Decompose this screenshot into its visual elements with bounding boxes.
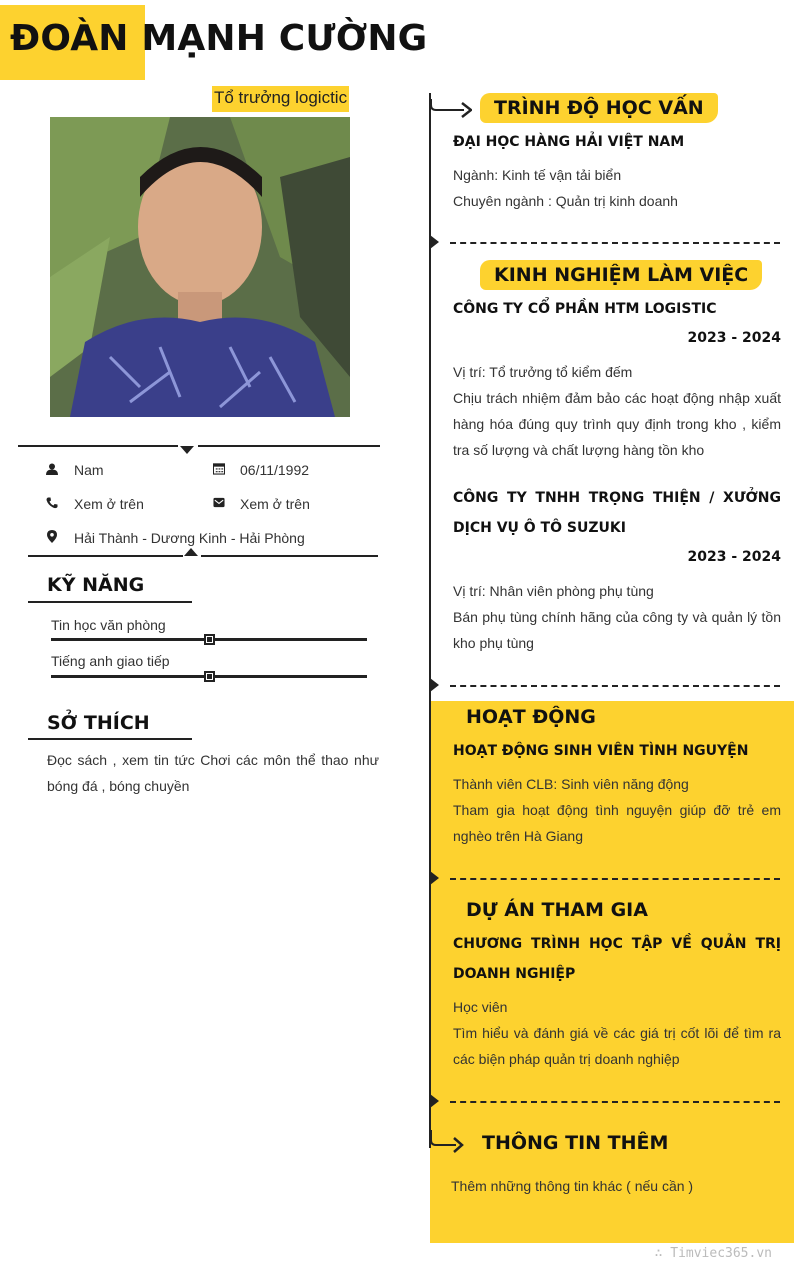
email-value: Xem ở trên (240, 496, 310, 512)
hobbies-text: Đọc sách , xem tin tức Chơi các môn thể thao như bóng đá , bóng chuyền (47, 752, 379, 794)
job-period: 2023 - 2024 (687, 549, 781, 565)
skill-level-marker (204, 671, 215, 682)
job-position: Vị trí: Nhân viên phòng phụ tùng (453, 583, 654, 599)
hobbies-title: SỞ THÍCH (47, 712, 150, 734)
timeline-marker (430, 1094, 439, 1108)
arrow-right-icon (430, 99, 472, 126)
activities-title: HOẠT ĐỘNG (466, 706, 596, 728)
hobbies-title-underline (28, 738, 192, 740)
education-specialization: Chuyên ngành : Quản trị kinh doanh (453, 193, 678, 209)
education-school: ĐẠI HỌC HÀNG HẢI VIỆT NAM (453, 134, 685, 150)
job-position: Vị trí: Tổ trưởng tổ kiểm đếm (453, 364, 633, 380)
divider (28, 555, 183, 557)
section-divider (450, 242, 780, 244)
section-divider (450, 878, 780, 880)
divider-marker (180, 446, 194, 454)
project-description: Tìm hiểu và đánh giá về các giá trị cốt lõi để tìm ra các biện pháp quản trị doanh nghiệp (453, 1025, 781, 1067)
section-divider (450, 685, 780, 687)
activity-org: HOẠT ĐỘNG SINH VIÊN TÌNH NGUYỆN (453, 743, 749, 759)
skills-title-underline (28, 601, 192, 603)
project-role: Học viên (453, 999, 508, 1015)
divider-marker (184, 548, 198, 556)
extra-text: Thêm những thông tin khác ( nếu cần ) (451, 1178, 694, 1194)
activity-description: Tham gia hoạt động tình nguyện giúp đỡ trẻ em nghèo trên Hà Giang (453, 802, 781, 844)
job-company: CÔNG TY TNHH TRỌNG THIỆN / XƯỞNG DỊCH VỤ Ô TÔ SUZUKI (453, 490, 781, 536)
experience-title: KINH NGHIỆM LÀM VIỆC (480, 260, 762, 290)
timeline-marker (430, 678, 439, 692)
phone-icon (46, 496, 58, 510)
candidate-name: ĐOÀN MẠNH CƯỜNG (10, 18, 428, 59)
map-pin-icon (46, 529, 58, 543)
job-company: CÔNG TY CỔ PHẦN HTM LOGISTIC (453, 301, 717, 317)
phone-value: Xem ở trên (74, 496, 144, 512)
section-divider (450, 1101, 780, 1103)
job-description: Bán phụ tùng chính hãng của công ty và quản lý tồn kho phụ tùng (453, 609, 781, 651)
timeline-marker (430, 871, 439, 885)
birthday-value: 06/11/1992 (240, 462, 310, 478)
watermark: ∴ Timviec365.vn (654, 1246, 772, 1261)
education-title: TRÌNH ĐỘ HỌC VẤN (480, 93, 718, 123)
divider (18, 445, 178, 447)
skills-title: KỸ NĂNG (47, 574, 145, 596)
user-icon (46, 462, 58, 476)
education-major: Ngành: Kinh tế vận tải biển (453, 167, 622, 183)
timeline-line (429, 93, 431, 1148)
projects-title: DỰ ÁN THAM GIA (466, 899, 648, 921)
skill-level-marker (204, 634, 215, 645)
arrow-right-icon (430, 1130, 464, 1163)
project-name: CHƯƠNG TRÌNH HỌC TẬP VỀ QUẢN TRỊ DOANH NGHIỆP (453, 936, 781, 982)
timeline-marker (430, 235, 439, 249)
skill-label: Tin học văn phòng (51, 617, 166, 633)
address-value: Hải Thành - Dương Kinh - Hải Phòng (74, 530, 305, 546)
divider (198, 445, 380, 447)
gender-value: Nam (74, 462, 104, 478)
job-title: Tổ trưởng logictic (212, 86, 349, 112)
skill-label: Tiếng anh giao tiếp (51, 653, 170, 669)
profile-photo (50, 117, 350, 417)
extra-title: THÔNG TIN THÊM (482, 1132, 669, 1154)
activity-role: Thành viên CLB: Sinh viên năng động (453, 776, 689, 792)
divider (201, 555, 378, 557)
calendar-icon (213, 461, 225, 475)
envelope-icon (213, 495, 225, 509)
job-period: 2023 - 2024 (687, 330, 781, 346)
job-description: Chịu trách nhiệm đảm bảo các hoạt động nhập xuất hàng hóa đúng quy trình quy định trong kho , kiểm tra số lượng và chất lượng hàng tồn kho (453, 390, 781, 458)
